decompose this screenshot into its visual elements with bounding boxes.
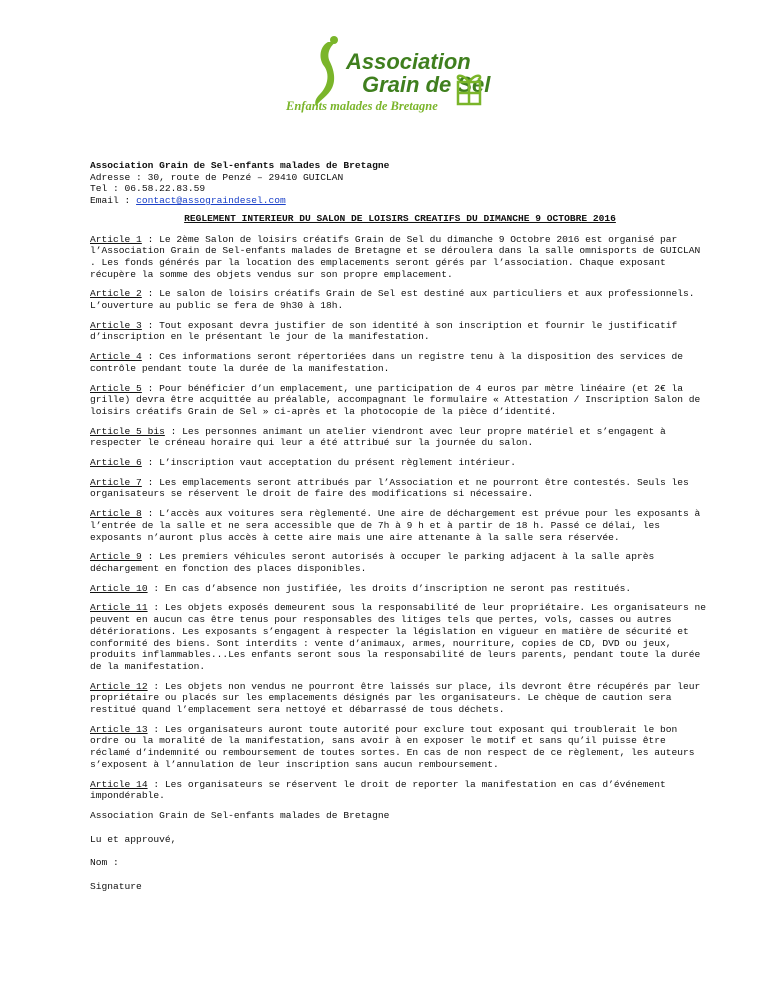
document-body: [90, 160, 710, 905]
email-label: Email :: [90, 195, 137, 207]
article-text: : Les emplacements seront attribués par l’Association et ne pourront être contestés. Seuls les organisateurs se réservent le droit de faire des modifications si nécessaire.: [90, 476, 689, 500]
org-name: Association Grain de Sel-enfants malades de Bretagne: [90, 160, 390, 171]
article: [90, 320, 710, 343]
footer-org: Association Grain de Sel-enfants malades de Bretagne: [90, 809, 390, 821]
article-text: : Les personnes animant un atelier viendront avec leur propre matériel et s’engagent à respecter le créneau horaire qui leur a été attribué sur la journée du salon.: [90, 425, 666, 449]
article-text: : Les objets non vendus ne pourront être laissés sur place, ils devront être récupérés par leur propriétaire ou placés sur les emplacements désignés par les organisateurs. Le chèque de caution sera restitué quand l’emplacement sera nettoyé et débarrassé de tous déchets.: [90, 680, 701, 716]
document-title: REGLEMENT INTERIEUR DU SALON DE LOISIRS CREATIFS DU DIMANCHE 9 OCTOBRE 2016: [184, 212, 616, 224]
email-link[interactable]: contact@assograindesel.com: [136, 195, 286, 207]
article-label: Article 7: [90, 476, 142, 488]
article-label: Article 10: [90, 582, 148, 594]
tel-line: Tel : 06.58.22.83.59: [90, 183, 206, 195]
article: [90, 457, 710, 469]
article-label: Article 3: [90, 319, 142, 331]
article-text: : Le 2ème Salon de loisirs créatifs Grain de Sel du dimanche 9 Octobre 2016 est organisé par l’Association Grain de Sel-enfants malades de Bretagne et se déroulera dans la salle omnisports de GUICLAN . Les fonds générés par la location des emplacements seront gérés par l’association. Chaque exposant récupère la somme des objets vendus sur son propre emplacement.: [90, 233, 701, 280]
article-text: : Les premiers véhicules seront autorisés à occuper le parking adjacent à la salle après déchargement en fonction des places disponibles.: [90, 551, 655, 574]
article-text: : Ces informations seront répertoriées dans un registre tenu à la disposition des services de contrôle pendant toute la durée de la manifestation.: [90, 351, 684, 374]
article-label: Article 4: [90, 351, 142, 363]
article-label: Article 5 bis: [90, 425, 165, 437]
article-label: Article 8: [90, 508, 142, 520]
article-label: Article 9: [90, 551, 142, 563]
articles-list: [90, 234, 710, 802]
article-label: Article 12: [90, 680, 148, 692]
article-label: Article 6: [90, 457, 142, 469]
article: [90, 351, 710, 374]
article-label: Article 5: [90, 382, 142, 394]
article-text: : Pour bénéficier d’un emplacement, une participation de 4 euros par mètre linéaire (et 2€ la grille) devra être acquittée au préalable, accompagnant le formulaire « Attestation / Inscription Salon de loisirs créatifs Grain de Sel » ci-après et la photocopie de la pièce d’identité.: [90, 382, 701, 417]
article: [90, 383, 710, 418]
article-label: Article 2: [90, 288, 142, 300]
article: [90, 288, 710, 311]
association-logo: [270, 36, 495, 120]
article-text: : En cas d’absence non justifiée, les droits d’inscription ne seront pas restitués.: [147, 582, 632, 594]
figure-head-icon: [330, 36, 338, 44]
article-text: : L’accès aux voitures sera règlementé. Une aire de déchargement est prévue pour les exposants à l’entrée de la salle et ne sera accessible que de 7h à 9 h et à partir de 18 h. Passé ce délai, les exposants n’auront plus accès à cette aire mais une aire attenante à la salle sera réservée.: [90, 508, 701, 543]
article-label: Article 11: [90, 602, 148, 614]
sender-block: [90, 160, 710, 207]
article-text: : Le salon de loisirs créatifs Grain de Sel est destiné aux particuliers et aux professionnels. L’ouverture au public se fera de 9h30 à 18h.: [90, 288, 695, 312]
article-text: : L’inscription vaut acceptation du présent règlement intérieur.: [141, 457, 517, 469]
approved-line: Lu et approuvé,: [90, 833, 177, 845]
article: [90, 779, 710, 802]
article-label: Article 1: [90, 233, 142, 245]
name-line: Nom :: [90, 857, 119, 869]
article: [90, 724, 710, 771]
figure-icon: [315, 42, 336, 106]
logo-line1: Association: [346, 49, 471, 74]
article: [90, 583, 710, 595]
signature-line: Signature: [90, 881, 142, 893]
article: [90, 602, 710, 672]
email-line: [90, 195, 710, 207]
article-text: : Les objets exposés demeurent sous la responsabilité de leur propriétaire. Les organisateurs ne peuvent en aucun cas être tenus pour responsables des litiges tels que pertes, vols, casses ou autres détériorations. Les exposants s’engagent à respecter la législation en vigueur en matière de sécurité et conformité des biens. Sont interdits : vente d’animaux, armes, nourriture, copies de CD, DVD ou jeux, produits inflammables...Les enfants seront sous la responsabilité de leurs parents, pendant toute la durée de la manifestation.: [90, 602, 707, 672]
article: [90, 234, 710, 281]
article-label: Article 13: [90, 723, 148, 735]
article: [90, 426, 710, 449]
logo-line3: Enfants malades de Bretagne: [286, 99, 438, 113]
address-line: Adresse : 30, route de Penzé – 29410 GUICLAN: [90, 171, 344, 183]
article-text: : Les organisateurs auront toute autorité pour exclure tout exposant qui troublerait le bon ordre ou la moralité de la manifestation, sans avoir à en exposer le motif et sans qu’il puisse être réclamé d’indemnité ou remboursement de toutes sortes. En cas de non respect de ce règlement, les auteurs s’exposent à l’annulation de leur inscription sans aucun remboursement.: [90, 723, 695, 770]
logo-line2: Grain de Sel: [362, 72, 491, 97]
article: [90, 681, 710, 716]
article: [90, 508, 710, 543]
article-text: : Tout exposant devra justifier de son identité à son inscription et fournir le justificatif d’inscription en le présentant le jour de la manifestation.: [90, 319, 678, 343]
article-text: : Les organisateurs se réservent le droit de reporter la manifestation en cas d’événement impondérable.: [90, 778, 666, 802]
article-label: Article 14: [90, 778, 148, 790]
article: [90, 477, 710, 500]
article: [90, 551, 710, 574]
